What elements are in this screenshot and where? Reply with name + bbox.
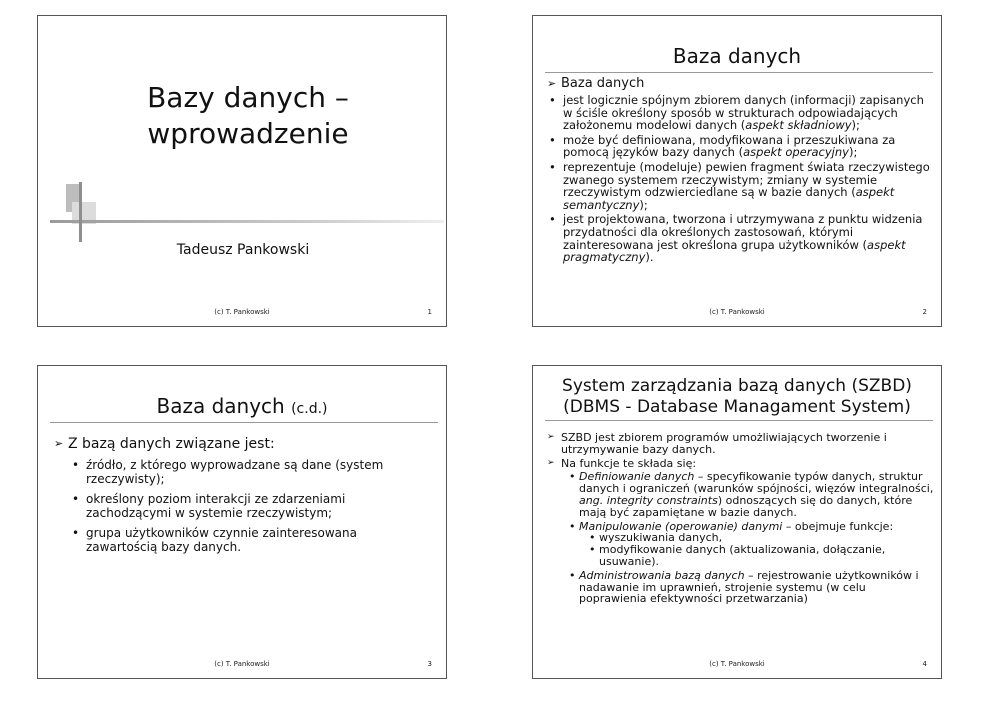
list-item: • Administrowania bazą danych – rejestrowanie użytkowników i nadawanie im uprawnień, strojenie systemu (w celu poprawienia efektywności przetwarzania) <box>569 570 935 605</box>
list-item: • jest logicznie spójnym zbiorem danych (informacji) zapisanych w ściśle określony sposób w strukturach odpowiadających założonemu modelowi danych (aspekt składniowy); <box>549 94 935 132</box>
decor-line <box>79 182 82 242</box>
slide-2 <box>532 15 942 327</box>
bullet-list <box>72 458 432 560</box>
slide-author: Tadeusz Pankowski <box>176 242 310 258</box>
slide-lead: ➢ Baza danych <box>547 76 955 91</box>
slide-footer: (c) T. Pankowski <box>709 308 765 316</box>
slide-number: 2 <box>922 308 927 316</box>
list-item: ➢ Na funkcje te składa się: <box>547 458 935 470</box>
list-item: • grupa użytkowników czynnie zainteresowana zawartością bazy danych. <box>72 526 432 554</box>
slide-body <box>547 432 935 607</box>
slide-subtitle: (c.d.) <box>291 401 328 417</box>
list-item: • jest projektowana, tworzona i utrzymywana z punktu widzenia przydatności dla określonych zastosowań, którymi zainteresowana jest określona grupa użytkowników (aspekt pragmatyczny). <box>549 213 935 263</box>
slide-title: Bazy danych – wprowadzenie <box>147 81 349 150</box>
bullet-list <box>579 532 935 567</box>
slide-title: Baza danych <box>672 44 802 68</box>
slide-footer: (c) T. Pankowski <box>709 660 765 668</box>
list-item: • Manipulowanie (operowanie) danymi – obejmuje funkcje: • wyszukiwania danych, • modyfikowanie danych (aktualizowania, dołączanie, usuwanie). <box>569 521 935 568</box>
title-rule <box>545 72 933 73</box>
title-rule <box>50 422 438 423</box>
list-item: • modyfikowanie danych (aktualizowania, dołączanie, usuwanie). <box>589 544 935 568</box>
slide-1 <box>37 15 447 327</box>
slide-title: Baza danych (c.d.) <box>156 394 328 418</box>
slide-number: 4 <box>922 660 927 668</box>
list-item: • źródło, z którego wyprowadzane są dane (system rzeczywisty); <box>72 458 432 486</box>
decor-line <box>50 220 444 223</box>
slide-number: 1 <box>427 308 432 316</box>
bullet-list <box>547 471 935 605</box>
slide-footer: (c) T. Pankowski <box>214 660 270 668</box>
list-item: • określony poziom interakcji ze zdarzeniami zachodzącymi w systemie rzeczywistym; <box>72 492 432 520</box>
title-rule <box>545 420 933 421</box>
bullet-list <box>549 94 935 266</box>
list-item: • może być definiowana, modyfikowana i przeszukiwana za pomocą języków bazy danych (aspekt operacyjny); <box>549 134 935 159</box>
slide-lead: ➢ Z bazą danych związane jest: <box>54 436 462 452</box>
slide-number: 3 <box>427 660 432 668</box>
list-item: • reprezentuje (modeluje) pewien fragment świata rzeczywistego zwanego systemem rzeczywistym; zmiany w systemie rzeczywistym odzwierciedlane są w bazie danych (aspekt semantyczny); <box>549 161 935 211</box>
list-item: ➢ SZBD jest zbiorem programów umożliwiających tworzenie i utrzymywanie bazy danych. <box>547 432 935 456</box>
slide-4 <box>532 365 942 679</box>
list-item: • Definiowanie danych – specyfikowanie typów danych, struktur danych i ograniczeń (warunków spójności, więzów integralności, ang. integrity constraints) odnoszących się do danych, które mają być zapamiętane w bazie danych. <box>569 471 935 518</box>
slide-title: System zarządzania bazą danych (SZBD) (DBMS - Database Managament System) <box>562 376 912 417</box>
list-item: • wyszukiwania danych, <box>589 532 935 544</box>
slide-footer: (c) T. Pankowski <box>214 308 270 316</box>
slide-3 <box>37 365 447 679</box>
